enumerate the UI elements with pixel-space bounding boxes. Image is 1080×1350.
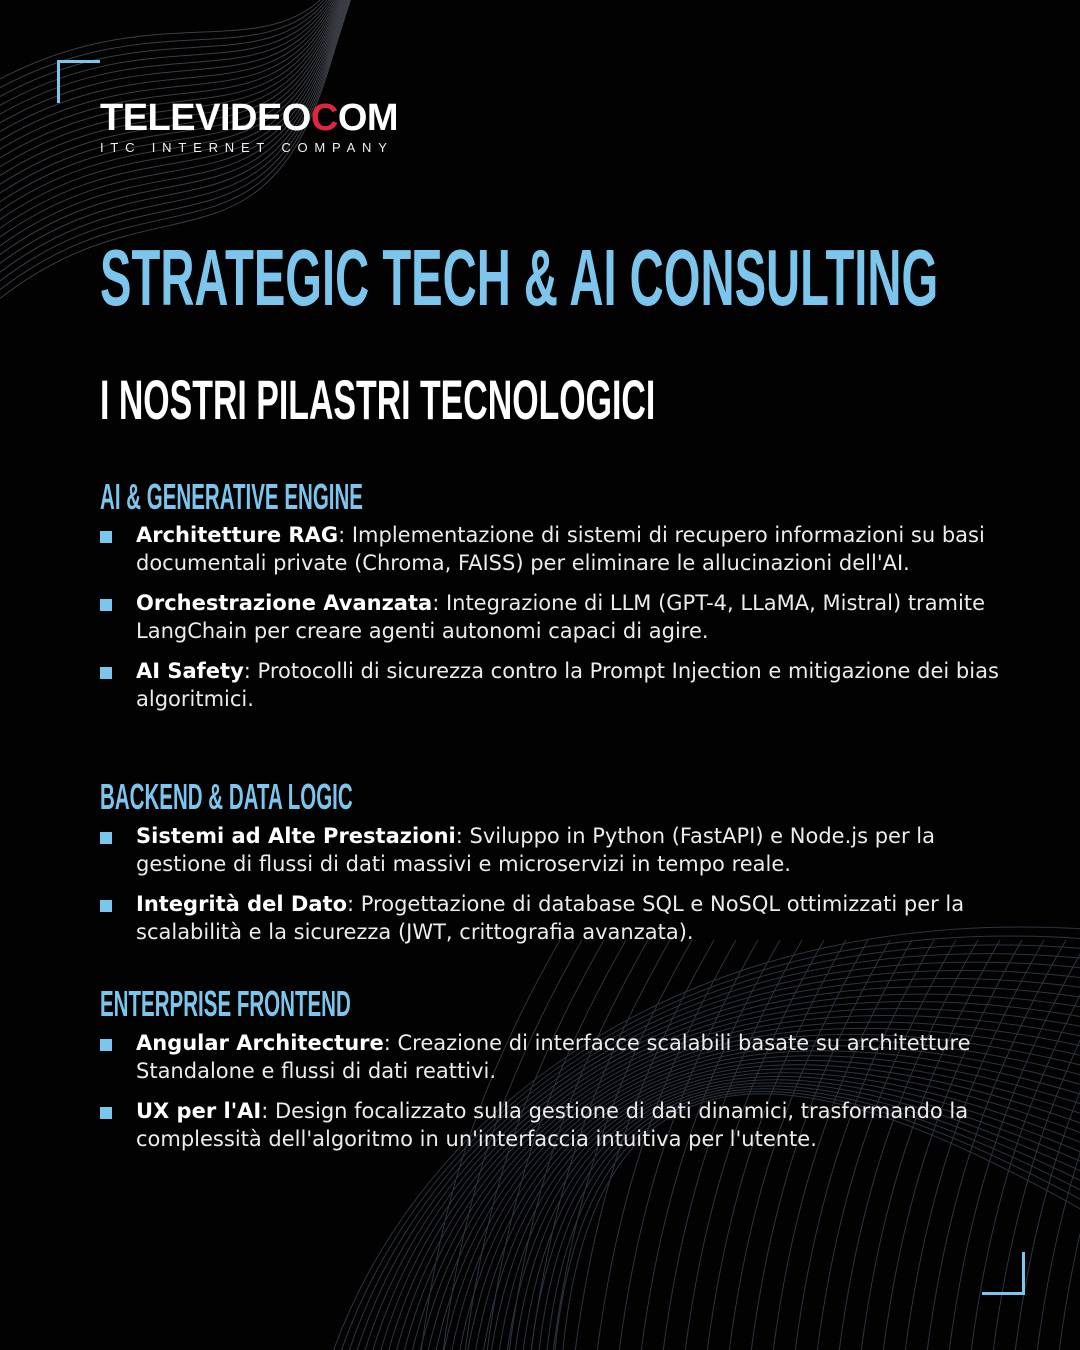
item-title: AI Safety [136,659,244,683]
section-title: AI & GENERATIVE ENGINE [100,476,363,517]
square-bullet-icon [100,1107,112,1119]
item-text: : Creazione di interfacce scalabili basate su architetture Standalone e flussi di dati reattivi. [136,1031,971,1083]
item-title: Integrità del Dato [136,892,348,916]
list-item [100,822,980,878]
square-bullet-icon [100,900,112,912]
item-text: : Protocolli di sicurezza contro la Prompt Injection e mitigazione dei bias algoritmici. [136,659,999,711]
item-text: : Implementazione di sistemi di recupero informazioni su basi documentali private (Chroma, FAISS) per eliminare le allucinazioni dell'AI. [136,523,985,575]
square-bullet-icon [100,599,112,611]
section-title: BACKEND & DATA LOGIC [100,776,353,817]
square-bullet-icon [100,832,112,844]
corner-bracket-top-left [57,60,100,103]
list-item [100,521,1000,577]
page-subtitle: I NOSTRI PILASTRI TECNOLOGICI [100,368,656,431]
brand-name-part: OM [337,97,399,139]
item-text: : Integrazione di LLM (GPT-4, LLaMA, Mistral) tramite LangChain per creare agenti autonomi capaci di agire. [136,591,986,643]
item-title: Orchestrazione Avanzata [136,591,433,615]
list-item [100,890,980,946]
brand-wordmark [100,98,398,138]
brand-name-part: TELEVIDEO [100,97,311,139]
item-title: Angular Architecture [136,1031,384,1055]
section-title: ENTERPRISE FRONTEND [100,983,351,1024]
item-title: Sistemi ad Alte Prestazioni [136,824,456,848]
section-list [100,1029,980,1165]
section-list [100,521,1000,725]
square-bullet-icon [100,531,112,543]
item-title: UX per l'AI [136,1099,262,1123]
page-title: STRATEGIC TECH & AI CONSULTING [100,233,939,322]
square-bullet-icon [100,667,112,679]
item-text: : Progettazione di database SQL e NoSQL ottimizzati per la scalabilità e la sicurezza (JWT, crittografia avanzata). [136,892,965,944]
square-bullet-icon [100,1039,112,1051]
list-item [100,1029,980,1085]
list-item [100,1097,980,1153]
corner-bracket-bottom-right [982,1252,1025,1295]
list-item [100,589,1000,645]
brand-logo [100,98,398,155]
brand-name-accent: C [310,97,338,139]
item-text: : Sviluppo in Python (FastAPI) e Node.js per la gestione di flussi di dati massivi e microservizi in tempo reale. [136,824,935,876]
item-title: Architetture RAG [136,523,339,547]
section-list [100,822,980,958]
item-text: : Design focalizzato sulla gestione di dati dinamici, trasformando la complessità dell'algoritmo in un'interfaccia intuitiva per l'utente. [136,1099,969,1151]
brand-tagline: ITC INTERNET COMPANY [100,140,394,155]
list-item [100,657,1000,713]
